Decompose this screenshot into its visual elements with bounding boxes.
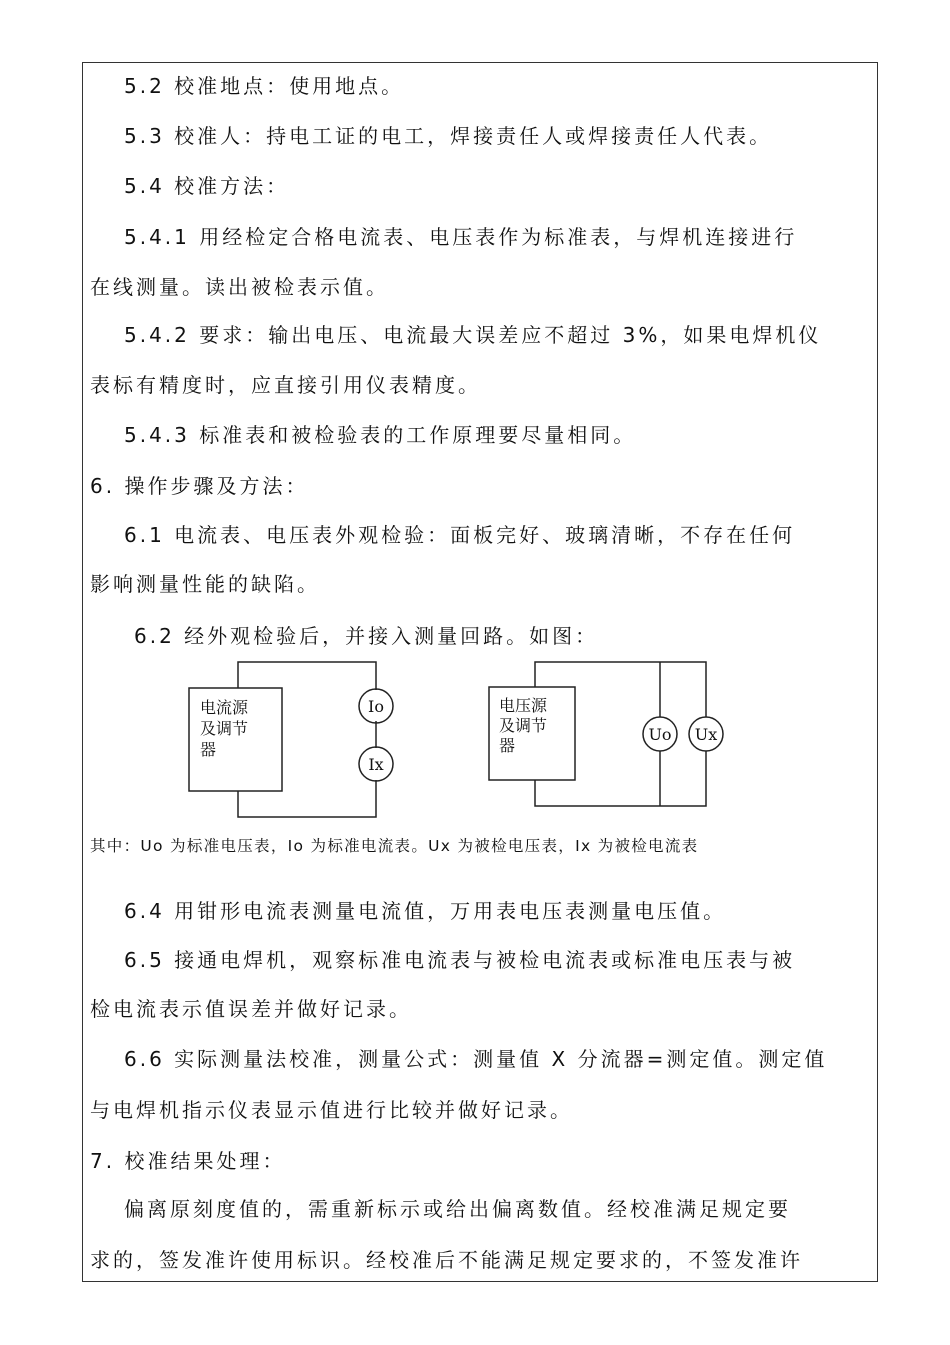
voltage-source-label-3: 器 <box>499 736 516 755</box>
section-5-4-1: 5.4.1 用经检定合格电流表、电压表作为标准表，与焊机连接进行 <box>124 225 798 249</box>
section-6-5: 6.5 接通电焊机，观察标准电流表与被检电流表或标准电压表与被 <box>124 948 796 972</box>
current-source-label-2: 及调节 <box>200 719 249 738</box>
section-6-2: 6.2 经外观检验后，并接入测量回路。如图： <box>134 624 599 648</box>
section-7-body-cont: 求的，签发准许使用标识。经校准后不能满足规定要求的，不签发准许 <box>90 1248 803 1272</box>
section-6-5-cont: 检电流表示值误差并做好记录。 <box>90 997 412 1021</box>
section-6-6: 6.6 实际测量法校准，测量公式：测量值 X 分流器=测定值。测定值 <box>124 1047 828 1071</box>
section-5-4: 5.4 校准方法： <box>124 174 290 198</box>
section-6-1: 6.1 电流表、电压表外观检验：面板完好、玻璃清晰，不存在任何 <box>124 523 796 547</box>
section-6-6-cont: 与电焊机指示仪表显示值进行比较并做好记录。 <box>90 1098 573 1122</box>
section-7-body: 偏离原刻度值的，需重新标示或给出偏离数值。经校准满足规定要 <box>124 1197 791 1221</box>
voltage-source-label-2: 及调节 <box>499 716 548 735</box>
meter-ix-label: Ix <box>368 755 384 774</box>
section-6: 6. 操作步骤及方法： <box>90 474 309 498</box>
diagram-legend-note: 其中：Uo 为标准电压表，Io 为标准电流表。Ux 为被检电压表，Ix 为被检电流表 <box>90 837 699 855</box>
section-5-4-2-cont: 表标有精度时，应直接引用仪表精度。 <box>90 373 481 397</box>
voltage-source-label-1: 电压源 <box>499 696 548 715</box>
section-5-2: 5.2 校准地点：使用地点。 <box>124 74 405 98</box>
section-7: 7. 校准结果处理： <box>90 1149 286 1173</box>
section-5-3: 5.3 校准人：持电工证的电工，焊接责任人或焊接责任人代表。 <box>124 124 773 148</box>
current-source-label-3: 器 <box>200 740 217 759</box>
current-source-label-1: 电流源 <box>200 698 249 717</box>
section-6-1-cont: 影响测量性能的缺陷。 <box>90 572 320 596</box>
section-6-4: 6.4 用钳形电流表测量电流值，万用表电压表测量电压值。 <box>124 899 727 923</box>
section-5-4-2: 5.4.2 要求：输出电压、电流最大误差应不超过 3%，如果电焊机仪 <box>124 323 822 347</box>
meter-io-label: Io <box>368 697 384 716</box>
section-5-4-1-cont: 在线测量。读出被检表示值。 <box>90 275 389 299</box>
section-5-4-3: 5.4.3 标准表和被检验表的工作原理要尽量相同。 <box>124 423 637 447</box>
meter-ux-label: Ux <box>694 725 718 744</box>
meter-uo-label: Uo <box>648 725 672 744</box>
